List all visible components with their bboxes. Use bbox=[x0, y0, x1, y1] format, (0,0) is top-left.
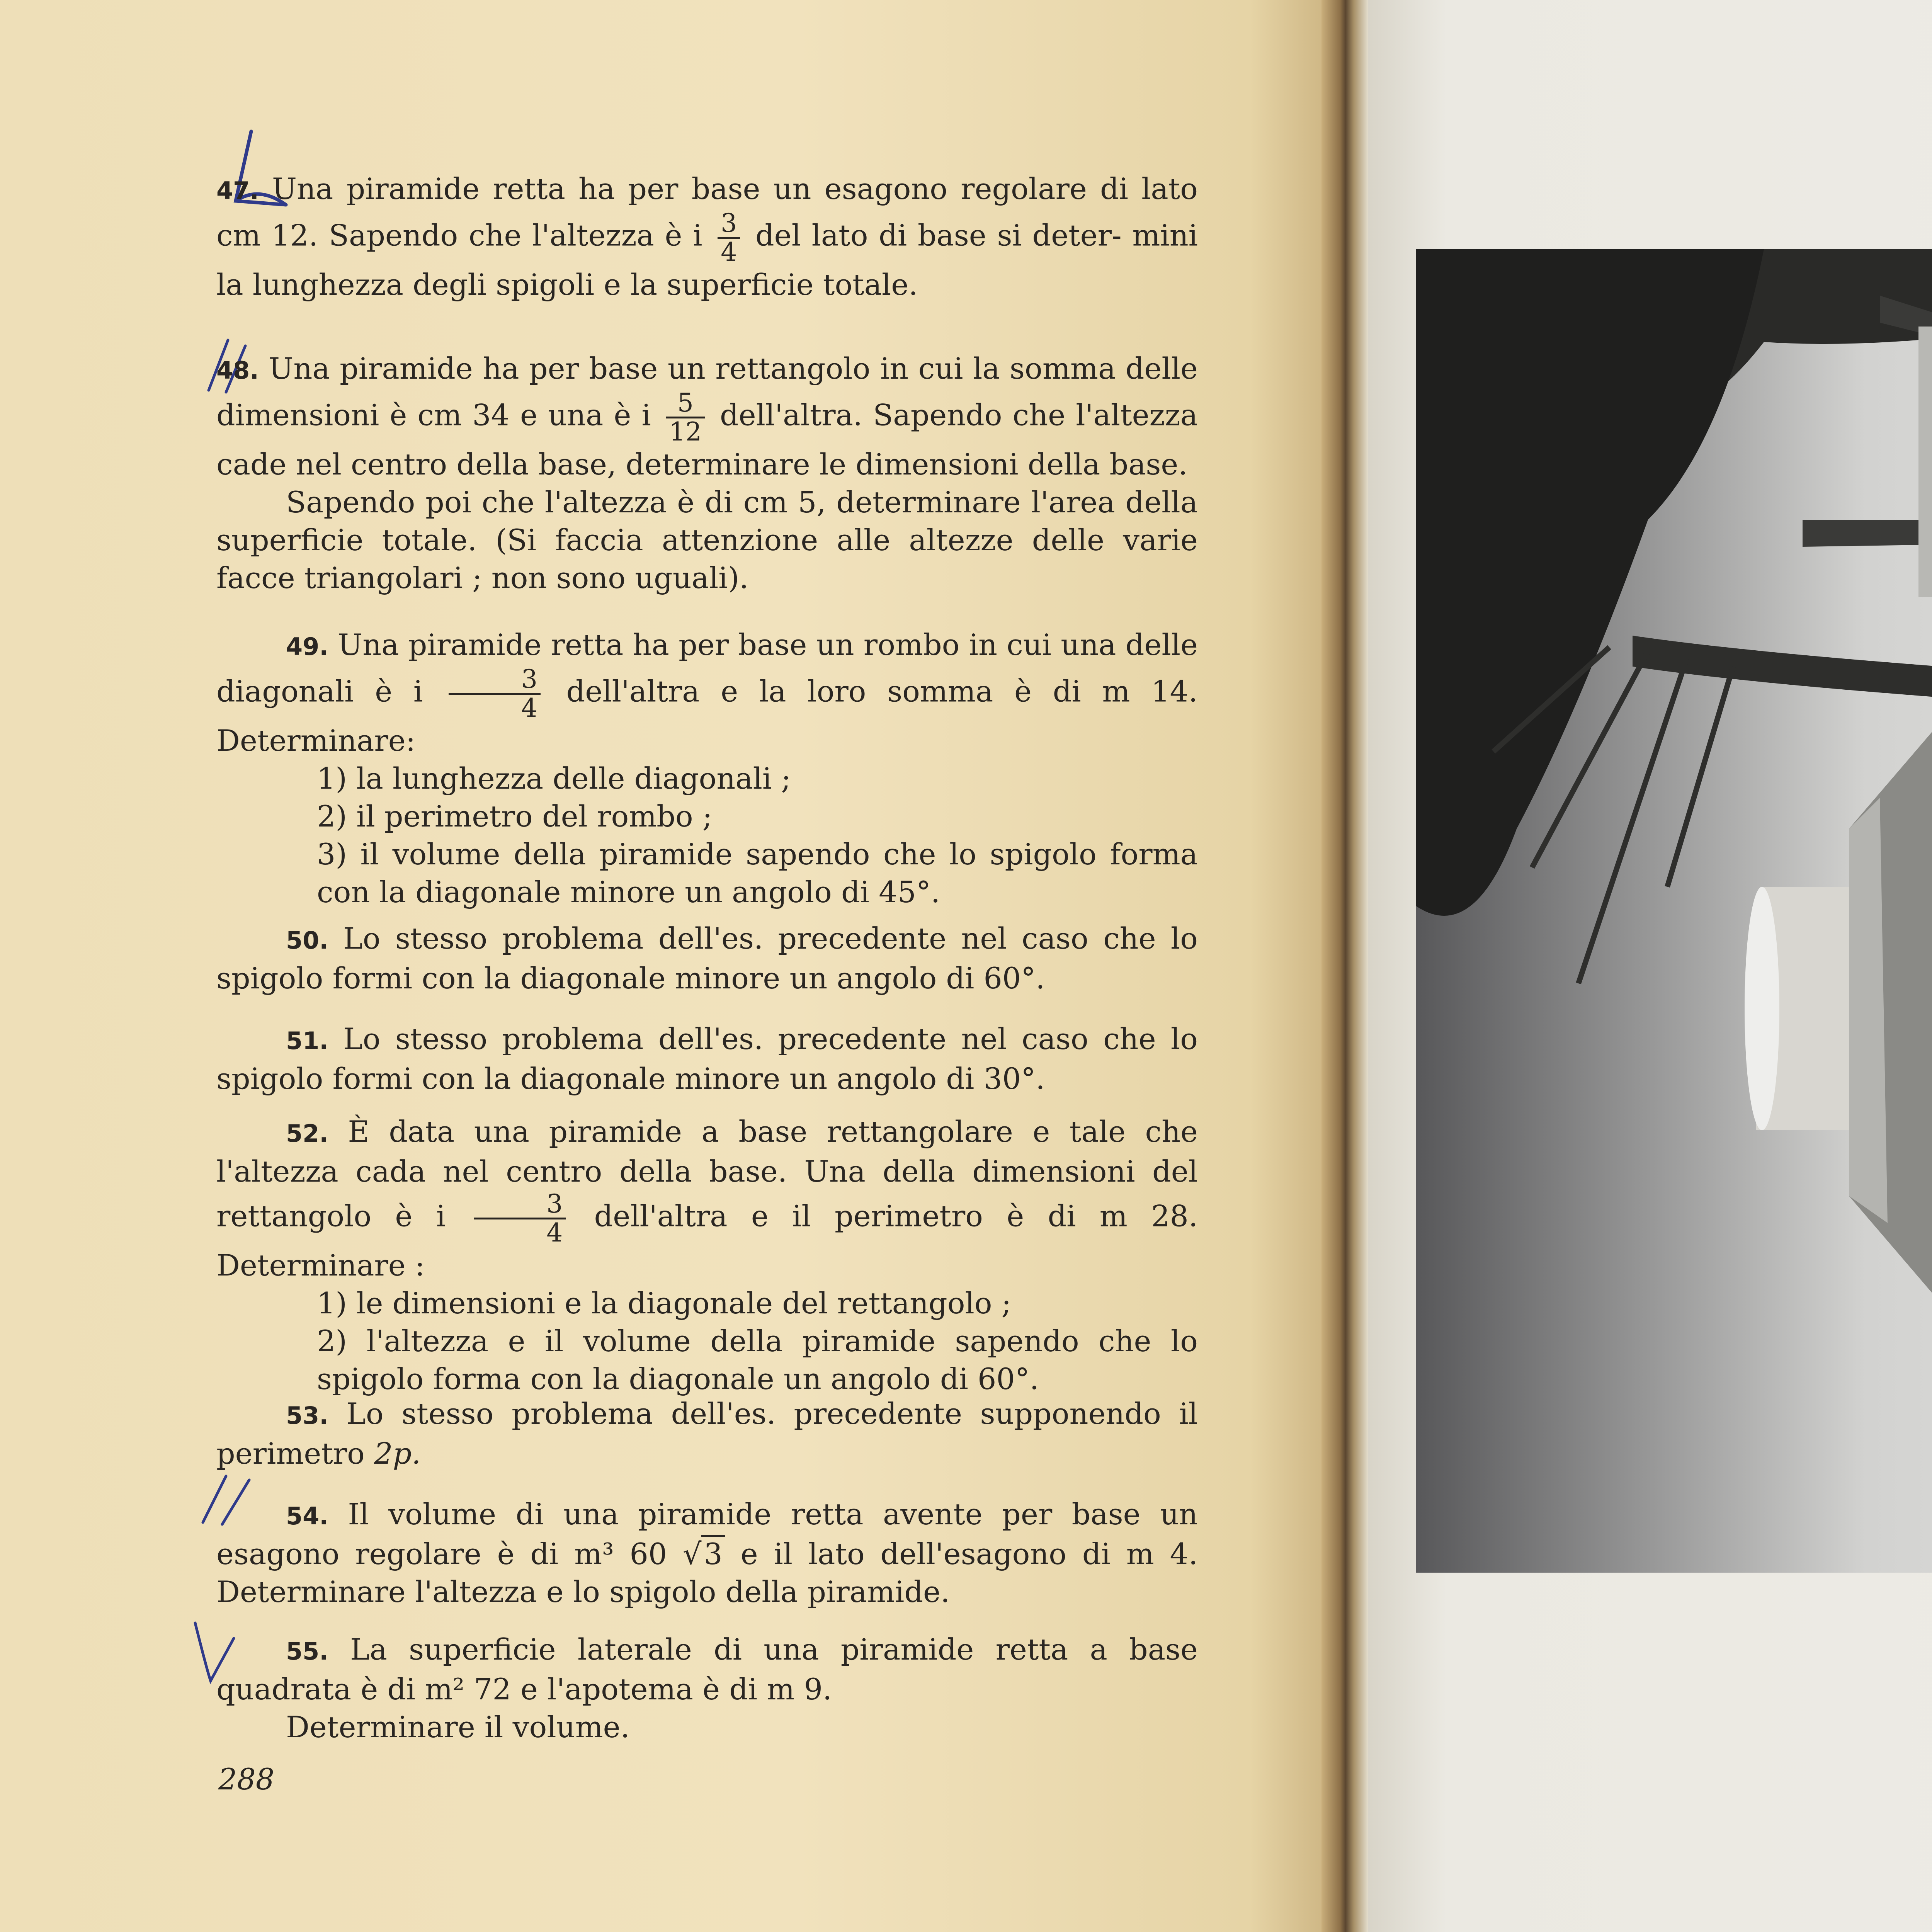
problem-line: È data una piramide a base rettangolare e tale che l'altezza cada nel centro della base. Una della dimensioni del rettangolo è i bbox=[216, 1114, 1198, 1233]
problem-line: dell'altra. Sapendo che l'altezza bbox=[720, 398, 1198, 432]
problem-number: 55. bbox=[286, 1637, 328, 1665]
problem-53 bbox=[216, 1395, 1198, 1473]
problem-54: 54. Il volume di una piramide retta avente per base un esagono regolare è di m³ 60 √3 e il lato dell'esagono di m 4. Determinare l'altezza e lo spigolo della piramide. bbox=[216, 1497, 1198, 1609]
problem-50 bbox=[216, 920, 1198, 997]
problem-number: 48. bbox=[216, 356, 259, 384]
list-item: 1) le dimensioni e la diagonale del rettangolo ; bbox=[317, 1286, 1012, 1320]
problem-text: Lo stesso problema dell'es. precedente nel caso che lo spigolo formi con la diagonale minore un angolo di 30°. bbox=[216, 1022, 1198, 1096]
problem-55 bbox=[216, 1631, 1198, 1746]
problem-line: Il volume di una piramide retta avente per base un esagono regolare è di m³ 60 bbox=[216, 1497, 1198, 1571]
problem-number: 51. bbox=[286, 1027, 328, 1055]
problem-variable: 2p. bbox=[374, 1436, 421, 1471]
problem-number: 54. bbox=[286, 1502, 328, 1530]
problem-text: Lo stesso problema dell'es. precedente supponendo il perimetro bbox=[216, 1396, 1198, 1471]
list-item: 3) il volume della piramide sapendo che lo spigolo forma con la diagonale minore un angolo di 45°. bbox=[317, 837, 1198, 909]
photo-illustration bbox=[1416, 249, 1932, 1573]
problem-number: 53. bbox=[286, 1401, 328, 1430]
problem-line: lato cm 12. Sapendo che l'altezza è i bbox=[216, 172, 1198, 253]
problem-line: del lato di base si deter- bbox=[755, 218, 1122, 253]
problem-line: cade nel centro della base, determinare le dimensioni della base. bbox=[216, 447, 1188, 481]
problem-52 bbox=[216, 1113, 1198, 1398]
problem-47 bbox=[216, 170, 1198, 304]
fraction: $\frac{3}{4}$ bbox=[718, 210, 740, 266]
problem-line: Determinare il volume. bbox=[286, 1710, 630, 1744]
problem-line: Una piramide retta ha per base un rombo in cui una delle bbox=[338, 628, 1198, 662]
problem-line: delle dimensioni è cm 34 e una è i bbox=[216, 351, 1198, 432]
page-number: 288 bbox=[218, 1762, 275, 1796]
problem-line: Una piramide ha per base un rettangolo in cui la somma bbox=[269, 351, 1116, 386]
list-item: 2) l'altezza e il volume della piramide sapendo che lo spigolo forma con la diagonale un angolo di 60°. bbox=[317, 1324, 1198, 1396]
problem-text: Lo stesso problema dell'es. precedente nel caso che lo spigolo formi con la diagonale minore un angolo di 60°. bbox=[216, 921, 1198, 995]
problem-line: La superficie laterale di una piramide retta a base quadrata è di m² 72 e l'apotema è di m 9. bbox=[216, 1632, 1198, 1706]
problem-number: 47. bbox=[216, 177, 259, 205]
problem-line: e il lato dell'esagono di m 4. Determinare l'altezza e lo spigolo della piramide. bbox=[216, 1537, 1198, 1609]
problem-number: 49. bbox=[286, 633, 328, 661]
problem-line: Una piramide retta ha per base un esagono regolare di bbox=[272, 172, 1128, 206]
fraction: $\frac{3}{4}$ bbox=[449, 666, 541, 722]
problem-number: 50. bbox=[286, 926, 328, 954]
fraction: $\frac{3}{4}$ bbox=[474, 1190, 566, 1247]
problem-paragraph: Sapendo poi che l'altezza è di cm 5, determinare l'area della superficie totale. (Si faccia attenzione alle altezze delle varie facce triangolari ; non sono uguali). bbox=[216, 485, 1198, 595]
problem-line: mini la lunghezza degli spigoli e la superficie totale. bbox=[216, 218, 1198, 302]
problem-line: dell'altra e la loro somma è di m 14. Determinare: bbox=[216, 674, 1198, 758]
problem-number: 52. bbox=[286, 1119, 328, 1148]
problem-line: diagonali è i bbox=[216, 674, 423, 709]
fraction: $\frac{5}{12}$ bbox=[666, 389, 705, 446]
list-item: 2) il perimetro del rombo ; bbox=[317, 799, 713, 833]
problem-51 bbox=[216, 1020, 1198, 1098]
square-root-radicand: 3 bbox=[701, 1535, 724, 1571]
problem-line: dell'altra e il perimetro è di m 28. Determinare : bbox=[216, 1199, 1198, 1282]
book-gutter bbox=[1321, 0, 1368, 1932]
church-photograph bbox=[1416, 249, 1932, 1573]
problem-49 bbox=[216, 626, 1198, 911]
problem-48 bbox=[216, 350, 1198, 597]
list-item: 1) la lunghezza delle diagonali ; bbox=[317, 761, 791, 796]
